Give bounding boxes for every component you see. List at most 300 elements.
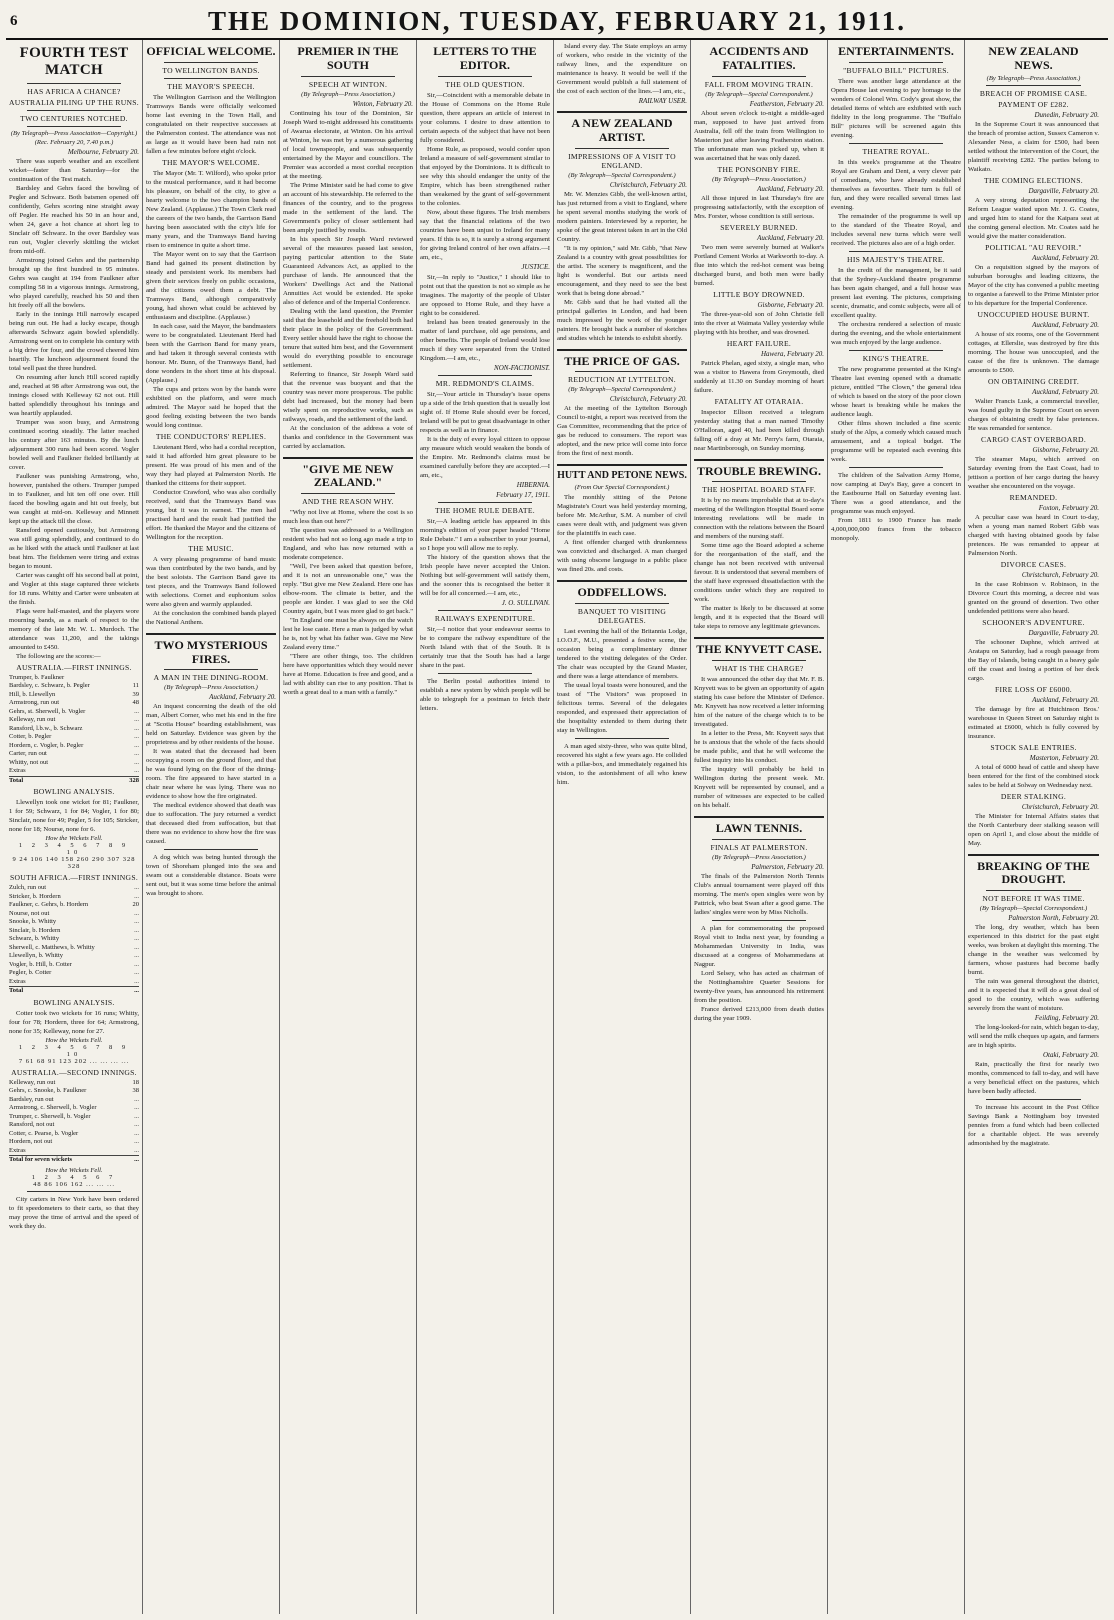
dateline: Auckland, February 20. <box>1032 320 1099 329</box>
paragraph: Flags were half-masted, and the players wore mourning bands, as a mark of respect to the memory of the late Mr. W. L. Murdoch. The attendance was 11,200, and the takings amounted to £450. <box>9 607 139 651</box>
bowling-analysis: Llewellyn took one wicket for 81; Faulkner, 1 for 59; Schwarz, 1 for 84; Vogler, 1 for 80; Sinclair, none for 49; Pegler, 5 for 105; Stricker, none for 18; Nourse, none for 6. <box>9 799 139 833</box>
score-total <box>9 987 139 996</box>
score-row <box>9 1079 139 1088</box>
subhead: KING'S THEATRE. <box>862 353 930 363</box>
paragraph: At the conclusion the combined bands played the National Anthem. <box>146 609 276 626</box>
subhead: WHAT IS THE CHARGE? <box>714 664 804 674</box>
subhead: THE CONDUCTORS' REPLIES. <box>155 431 267 441</box>
paragraph: There was superb weather and an excellent wicket—faster than Saturday—for the continuation of the Test match. <box>9 157 139 183</box>
fall-of-wickets <box>9 835 139 870</box>
headline-accidents: ACCIDENTS AND FATALITIES. <box>709 44 809 72</box>
score-row <box>9 1121 139 1130</box>
subhead: TWO CENTURIES NOTCHED. <box>20 113 128 123</box>
batsman: Whitty, not out <box>9 758 49 766</box>
fall-numbers: 1 2 3 4 5 6 7 8 9 10 <box>18 842 130 856</box>
story-nz-news <box>968 45 1099 848</box>
paragraph: Mr. Gibb said that he had visited all the principal galleries in London, and had been much impressed by the work of the younger painters. He brought back a number of sketches and studies which he intends to exhibit shortly. <box>557 298 687 342</box>
subhead: THE MAYOR'S WELCOME. <box>162 157 260 167</box>
paragraph: The Minister for Internal Affairs states that the North Canterbury deer stalking season will open on April 1, and close about the middle of May. <box>968 812 1099 847</box>
score-row <box>9 1147 139 1156</box>
runs: ... <box>134 1138 139 1145</box>
paragraph: In this week's programme at the Theatre Royal are Graham and Dent, a very clever pair of comedians, who have already established themselves as favourites. Their turn is full of fun, and they were recalled several times last evening. <box>831 158 961 211</box>
paragraph: It was stated that the deceased had been occupying a room on the ground floor, and that he was found lying on the floor of the dining-room. The fire appeared to have started in a chair near where he was lying. There was no evidence to show how the fire originated. <box>146 748 276 801</box>
subhead: HIS MAJESTY'S THEATRE. <box>847 254 945 264</box>
credit-line: (By Telegraph—Press Association—Copyright.) <box>10 129 138 137</box>
dateline: Otaki, February 20. <box>1043 1051 1099 1060</box>
runs: ... <box>134 767 139 774</box>
paragraph: Lieutenant Herd, who had a cordial reception, said it had afforded him great pleasure to be present. He was proud of his men and of the way they had played at Palmerston North. He thanked the citizens for their support. <box>146 443 276 487</box>
paragraph: Dealing with the land question, the Premier said that the leasehold and the freehold both had their place in the policy of the Government. Every settler should have the right to choose the tenure that suited him best, and the Government would do everything possible to encourage settlement. <box>283 307 413 369</box>
dateline: Auckland, February 20. <box>1032 387 1099 396</box>
headline-letters: LETTERS TO THE EDITOR. <box>433 44 537 72</box>
signature: JUSTICE. <box>521 262 550 271</box>
dateline: Featherston, February 20. <box>749 99 824 108</box>
paragraph: Other films shown included a fine scenic study of the Alps, a comedy which caused much amusement, and a topical budget. The programme will be repeated each evening this week. <box>831 419 961 463</box>
headline-test-match: FOURTH TEST MATCH <box>19 45 129 79</box>
paragraph: A dog which was being hunted through the town of Shoreham plunged into the sea and swam out a considerable distance. Boats were sent out, but it was some time before the animal was brought to shore. <box>146 854 276 898</box>
runs: ... <box>134 935 139 942</box>
scorecard-australia-first <box>9 674 139 786</box>
dateline: February 17, 1911. <box>496 490 550 499</box>
score-row <box>9 716 139 725</box>
credit-line: (By Telegraph—Special Correspondent.) <box>568 171 676 179</box>
score-row <box>9 969 139 978</box>
batsman: Trumper, c. Sherwell, b. Vogler <box>9 1112 91 1120</box>
batsman: Kelleway, run out <box>9 1078 56 1086</box>
score-row <box>9 767 139 776</box>
batsman: Zulch, run out <box>9 884 47 891</box>
headline-oddfellows: ODDFELLOWS. <box>577 584 667 599</box>
runs: ... <box>134 716 139 723</box>
dateline: Christchurch, February 20. <box>609 180 687 189</box>
subhead: FIRE LOSS OF £6000. <box>994 684 1072 694</box>
runs: 18 <box>132 1078 139 1086</box>
credit-line: (By Telegraph—Special Correspondent.) <box>979 905 1088 913</box>
score-row <box>9 742 139 751</box>
paragraph: It was announced the other day that Mr. F. B. Knyvett was to be given an opportunity of again stating his case before the Minister of Defence. Mr. Knyvett has now received a letter informing him of the nature of the charge which is to be investigated. <box>694 676 824 729</box>
batsman: Armstrong, c. Sherwell, b. Vogler <box>9 1104 97 1111</box>
dateline: Auckland, February 20. <box>757 233 824 242</box>
paragraph: The remainder of the programme is well up to the standard of the Theatre Royal, and includes several new turns which were well received. The pictures also are of a high order. <box>831 212 961 247</box>
headline-hutt-petone: HUTT AND PETONE NEWS. <box>557 470 687 482</box>
score-row <box>9 918 139 927</box>
scorecard-title: AUSTRALIA.—SECOND INNINGS. <box>11 1067 137 1077</box>
story-oddfellows <box>557 586 687 787</box>
batsman: Bardsley, c. Schwarz, b. Pegler <box>9 682 90 689</box>
runs: 39 <box>132 690 139 698</box>
headline-trouble-brewing: TROUBLE BREWING. <box>696 463 822 478</box>
column-5 <box>554 40 691 1614</box>
story-premier-south <box>283 45 413 451</box>
story-lawn-tennis <box>694 822 824 1023</box>
paragraph: The Prime Minister said he had come to give an account of his stewardship. He referred to the finances of the country, and to the progress made in the settlement of the land. The Government's policy of closer settlement had been amply justified by results. <box>283 181 413 234</box>
runs: ... <box>134 1104 139 1111</box>
total-value: ... <box>130 1156 139 1165</box>
total-label: Total <box>9 776 125 785</box>
column-6 <box>691 40 828 1614</box>
batsman: Llewellyn, b. Whitty <box>9 952 64 959</box>
column-1 <box>6 40 143 1614</box>
score-row <box>9 961 139 970</box>
batsman: Ransford, l.b.w., b. Schwarz <box>9 724 83 732</box>
runs: 11 <box>132 682 139 689</box>
subhead: DIVORCE CASES. <box>1000 559 1067 569</box>
subhead: TO WELLINGTON BANDS. <box>162 65 260 75</box>
bowling-analysis: Cotter took two wickets for 16 runs; Whitty, four for 78; Hordern, three for 64; Armstrong, none for 35; Kelleway, none for 27. <box>9 1009 139 1035</box>
runs: ... <box>134 918 139 925</box>
headline-entertainments: ENTERTAINMENTS. <box>838 44 954 58</box>
subhead: IMPRESSIONS OF A VISIT TO ENGLAND. <box>568 151 676 170</box>
fall-values: 7 61 68 91 123 202 ... ... ... ... <box>18 1057 130 1065</box>
dateline: Gisborne, February 20. <box>757 300 824 309</box>
subhead: CARGO CAST OVERBOARD. <box>980 434 1087 444</box>
paragraph: The cups and prizes won by the bands were exhibited on the platform, and were much admired. The Mayor said he hoped that the good feeling existing between the two bands would long continue. <box>146 385 276 429</box>
paragraph: Two men were severely burned at Walker's Portland Cement Works at Warkworth to-day. A flue into which the red-hot cement was being discharged burst, and both men were badly burned. <box>694 243 824 287</box>
dateline: Auckland, February 20. <box>209 693 276 702</box>
paragraph: All those injured in last Thursday's fire are progressing satisfactorily, with the exception of Mrs. Forster, whose condition is still serious. <box>694 194 824 220</box>
paragraph: Faulkner was punishing Armstrong, who, however, punished the others. Trumper jumped in to Faulkner, and hit ten off one over. Hill faced the bowling again and hit out freely, but was caught at mid-on. Kelleway and Minnett kept up the attack till the close. <box>9 472 139 525</box>
subhead: THE MAYOR'S SPEECH. <box>167 81 255 91</box>
score-row <box>9 674 139 683</box>
credit-line: (By Telegraph—Special Correspondent.) <box>568 386 676 394</box>
score-total <box>9 1156 139 1165</box>
page-number: 6 <box>10 12 18 29</box>
runs: ... <box>134 943 139 951</box>
paragraph: Some time ago the Board adopted a scheme for the reorganisation of the staff, and the change has not been received with universal favour. It is understood that several members of the staff have expressed dissatisfaction with the conditions under which they are required to work. <box>694 542 824 604</box>
signature: J. O. SULLIVAN. <box>501 598 550 607</box>
paragraph: Bardsley and Gehrs faced the bowling of Pegler and Schwarz. Both batsmen opened off confidently, Gehrs scoring nine straight away off Pegler. He reached his 50 in an hour and, when 24, gave a hot chance at short leg to Sinclair off Schwarz. In the over Bardsley was run out, Vogler cleverly skittling the wicket from mid-off. <box>9 184 139 255</box>
batsman: Extras <box>9 767 26 774</box>
story-accidents <box>694 45 824 453</box>
batsman: Gehrs, c. Snooke, b. Faulkner <box>9 1087 87 1094</box>
runs: ... <box>134 884 139 891</box>
story-price-of-gas <box>557 355 687 459</box>
runs: ... <box>134 1121 139 1128</box>
bowling-title: BOWLING ANALYSIS. <box>33 997 115 1007</box>
paragraph: Early in the innings Hill narrowly escaped being run out. He had a lucky escape, though afterwards Schwarz again bowled splendidly. Armstrong went on to complete his century with a big drive for four, and the crowd cheered him heartily. The luncheon adjournment found the total well past the three hundred. <box>9 310 139 372</box>
column-7 <box>828 40 965 1614</box>
paragraph: An inquest concerning the death of the old man, Albert Corner, who met his end in the fire at "Scotia House" boarding establishment, was held on Saturday. Evidence was given by the proprietress and by other residents of the house. <box>146 703 276 747</box>
batsman: Faulkner, c. Gehrs, b. Hordern <box>9 901 89 908</box>
score-total <box>9 776 139 785</box>
paragraph: Armstrong joined Gehrs and the partnership brought up the first hundred in 95 minutes. Gehrs was caught at 194 from Faulkner after compiling 58 in a vigorous innings. Armstrong, who played carefully, reached his 50 and then hit freely off all the bowlers. <box>9 256 139 309</box>
paragraph: Sir,—In reply to "Justice," I should like to point out that the question is not so simple as he imagines. The majority of the people of Ulster are opposed to Home Rule, and they have a right to be considered. <box>420 273 550 317</box>
batsman: Sinclair, b. Hordern <box>9 926 61 934</box>
story-give-me-nz <box>283 463 413 698</box>
score-row <box>9 910 139 919</box>
paragraph: Conductor Crawford, who was also cordially received, said that the Tramways Band was young, but it was in earnest. The men had practised hard and the result had justified the effort. He thanked the Mayor and the citizens of Wellington for the reception. <box>146 488 276 541</box>
paragraph: The inquiry will probably be held in Wellington during the present week. Mr. Knyvett will be represented by counsel, and a number of witnesses are expected to be called on his behalf. <box>694 766 824 810</box>
column-2 <box>143 40 280 1614</box>
batsman: Sherwell, c. Matthews, b. Whitty <box>9 943 95 951</box>
subhead: REDUCTION AT LYTTELTON. <box>568 375 676 385</box>
dateline: Feilding, February 20. <box>1034 1014 1099 1023</box>
score-row <box>9 1113 139 1122</box>
score-row <box>9 699 139 708</box>
score-row <box>9 725 139 734</box>
total-value: 328 <box>125 776 139 785</box>
story-nz-artist <box>557 117 687 343</box>
paragraph: "It is my opinion," said Mr. Gibb, "that New Zealand is a country with great possibilities for the artist. The scenery is magnificent, and the light is wonderful. But our artists need encouragement, and they need to see the best work that is being done abroad." <box>557 244 687 297</box>
dateline: Dunedin, February 20. <box>1034 110 1099 119</box>
batsman: Nourse, not out <box>9 909 50 917</box>
runs: 48 <box>132 699 139 706</box>
paragraph: Mr. W. Menzies Gibb, the well-known artist, has just returned from a visit to England, where he spent several months studying the work of modern painters. Interviewed by a reporter, he spoke of the great interest taken in art in the Old Country. <box>557 190 687 243</box>
runs: ... <box>134 1112 139 1120</box>
story-test-match <box>9 45 139 1231</box>
paragraph: The usual loyal toasts were honoured, and the toast of "The Visitors" was proposed in felicitous terms. Several of the delegates responded, and expressed their appreciation of the hospitality extended to them during their stay in Wellington. <box>557 681 687 734</box>
runs: ... <box>134 969 139 976</box>
runs: ... <box>134 960 139 968</box>
paragraph: A total of 6000 head of cattle and sheep have been entered for the first of the combined stock sales to be held at Solway on Wednesday next. <box>968 763 1099 789</box>
subhead: AND THE REASON WHY. <box>302 497 394 507</box>
credit-line: (Rec. February 20, 7.40 p.m.) <box>34 138 114 146</box>
paragraph: The Wellington Garrison and the Wellington Tramways Bands were officially welcomed home last evening in the Town Hall, and congratulated on their respective successes at the Palmerston contest. The attendance was not as large as it would have been had rain not fallen a few minutes before eight o'clock. <box>146 93 276 155</box>
dateline: Melbourne, February 20. <box>67 147 139 156</box>
runs: ... <box>134 952 139 959</box>
score-row <box>9 1130 139 1139</box>
scorecard-title: AUSTRALIA.—FIRST INNINGS. <box>16 662 132 672</box>
paragraph: The finals of the Palmerston North Tennis Club's annual tournament were played off this morning. The men's open singles were won by Pattrick, who beat Swan after a good game. The ladies' singles were won by Miss Nicholls. <box>694 872 824 916</box>
paragraph: A man aged sixty-three, who was quite blind, recovered his sight a few years ago. He collided with a pillar-box, and immediately regained his vision, to the astonishment of all who knew him. <box>557 742 687 786</box>
paragraph: The Mayor (Mr. T. Wilford), who spoke prior to the musical performance, said it had become his pleasure, on behalf of the city, to give a hearty welcome to the two champion bands of New Zealand. (Applause.) The Town Clerk read the careers of the two bands, the Garrison Band having been associated with the city's life for many years, and the Tramways Band having risen to eminence in quite a short time. <box>146 169 276 249</box>
paragraph: Ransford opened cautiously, but Armstrong was still going splendidly, and continued to do as he liked with the attack until Faulkner at last beat him. The fieldsmen were tiring and extras began to mount. <box>9 526 139 570</box>
paragraph: There was another large attendance at the Opera House last evening to pay homage to the wonders of Colonel Wm. Cody's great show, the detailed items of which are exhibited with such fidelity in the long programme. The "Buffalo Bill" pictures will be screened again this evening. <box>831 77 961 139</box>
paragraph: In the case Robinson v. Robinson, in the Divorce Court this morning, a decree nisi was granted on the ground of desertion. Two other undefended petitions were also heard. <box>968 580 1099 615</box>
subhead: REMANDED. <box>1009 492 1058 502</box>
score-row <box>9 978 139 987</box>
story-hutt-petone <box>557 470 687 574</box>
dateline: Gisborne, February 20. <box>1032 445 1099 454</box>
paragraph: The medical evidence showed that death was due to suffocation. The jury returned a verdict that deceased died from suffocation, but that there was no evidence to show how the fire was caused. <box>146 802 276 846</box>
paragraph: In a letter to the Press, Mr. Knyvett says that he is anxious that the whole of the facts should be made public, and that he will welcome the fullest inquiry into his conduct. <box>694 730 824 765</box>
runs: ... <box>134 1129 139 1137</box>
paragraph: From 1811 to 1900 France has made 4,000,000,000 francs from the tobacco monopoly. <box>831 516 961 542</box>
headline-drought: BREAKING OF THE DROUGHT. <box>977 858 1090 887</box>
paragraph: Now, about these figures. The Irish members say that the financial relations of the two countries have been unjust to Ireland for many years. If this is so, it is surely a strong argument for giving Ireland control of her own affairs.—I am, etc., <box>420 208 550 261</box>
score-row <box>9 691 139 700</box>
signature: NON-FACTIONIST. <box>494 363 550 372</box>
headline-nz-artist: A NEW ZEALAND ARTIST. <box>571 116 673 144</box>
paragraph: The rain was general throughout the district, and it is expected that it will do a great deal of good to the country, which was suffering severely from the want of moisture. <box>968 978 1099 1013</box>
paragraph: Sir,—A leading article has appeared in this morning's edition of your paper headed "Home Rule Debate." I am a subscriber to your journal, so I hope you will allow me to reply. <box>420 517 550 552</box>
paragraph: A very pleasing programme of band music was then contributed by the two bands, and by the best soloists. The Garrison Band gave its test pieces, and the Tramways Band followed with selections. Cornet and euphonium solos were also given and warmly applauded. <box>146 555 276 608</box>
subhead: BANQUET TO VISITING DELEGATES. <box>577 606 667 625</box>
runs: ... <box>134 733 139 740</box>
headline-official-welcome: OFFICIAL WELCOME. <box>146 44 276 58</box>
subhead: STOCK SALE ENTRIES. <box>990 742 1077 752</box>
scorecard-south-africa-first <box>9 884 139 996</box>
story-trouble-brewing <box>694 465 824 632</box>
fall-numbers: 1 2 3 4 5 6 7 <box>31 1173 117 1181</box>
subhead: SPEECH AT WINTON. <box>308 79 388 89</box>
batsman: Carter, run out <box>9 750 47 757</box>
runs: ... <box>134 1095 139 1103</box>
fall-title: How the Wickets Fell. <box>45 1036 103 1044</box>
score-row <box>9 1104 139 1113</box>
paragraph: At the meeting of the Lyttelton Borough Council to-night, a report was received from the Gas Committee, recommending that the price of gas be reduced to consumers. The report was adopted, and the new price will come into force from the first of next month. <box>557 405 687 458</box>
runs: 20 <box>132 901 139 908</box>
paragraph: The Mayor went on to say that the Garrison Band had gained its present distinction by steady and persistent work. Its members had given their services freely on public occasions, and the citizens owed them a debt. The Tramways Band, although comparatively young, had shown what could be achieved by enthusiasm and discipline. (Applause.) <box>146 250 276 321</box>
headline-mysterious-fires: TWO MYSTERIOUS FIRES. <box>154 637 268 666</box>
subhead: UNOCCUPIED HOUSE BURNT. <box>977 309 1090 319</box>
total-label: Total for seven wickets <box>9 1156 130 1165</box>
batsman: Hordern, c. Vogler, b. Pegler <box>9 741 84 749</box>
batsman: Bardsley, run out <box>9 1095 54 1103</box>
paragraph: Lord Selsey, who has acted as chairman of the Nottinghamshire Quarter Sessions for twenty-five years, has announced his retirement from the position. <box>694 969 824 1004</box>
batsman: Kelleway, run out <box>9 716 56 723</box>
paragraph: On resuming after lunch Hill scored rapidly and, reached at 98 after Armstrong was out, the innings closed with Kelleway 62 not out. Hill batted splendidly throughout his innings and was heartily applauded. <box>9 373 139 417</box>
batsman: Cotter, b. Pegler <box>9 733 52 740</box>
score-row <box>9 759 139 768</box>
paragraph: The Berlin postal authorities intend to establish a new system by which people will be able to telegraph for a postman to fetch their letters. <box>420 677 550 712</box>
fall-title: How the Wickets Fell. <box>45 835 103 842</box>
dateline: Winton, February 20. <box>352 99 413 108</box>
story-drought <box>968 860 1099 1149</box>
column-3 <box>280 40 417 1614</box>
paragraph: Patrick Phelan, aged sixty, a single man, who was a visitor to Hawera from Greymouth, died suddenly at 11.30 on Sunday morning of heart failure. <box>694 359 824 394</box>
subhead: POLITICAL "AU REVOIR." <box>985 242 1082 252</box>
bowling-title: BOWLING ANALYSIS. <box>33 787 115 796</box>
dateline: Masterton, February 20. <box>1029 753 1099 762</box>
total-label: Total <box>9 987 130 996</box>
runs: ... <box>134 741 139 749</box>
batsman: Vogler, b. Hill, b. Cotter <box>9 960 72 968</box>
batsman: Hordern, not out <box>9 1138 53 1145</box>
paragraph: The three-year-old son of John Christie fell into the river at Waimata Valley yesterday while playing with his brother, and was drowned. <box>694 310 824 336</box>
paragraph: In each case, said the Mayor, the bandmasters were to be congratulated. Lieutenant Herd had been with the Garrison Band for many years, and had taken it through several contests with honour. Mr. Bunn, of the Tramways Band, had done wonders in the short time at his disposal. (Applause.) <box>146 322 276 384</box>
signature: RAILWAY USER. <box>638 97 687 105</box>
dateline: Dargaville, February 20. <box>1028 628 1099 637</box>
score-row <box>9 682 139 691</box>
subhead: BREACH OF PROMISE CASE. <box>979 88 1088 98</box>
subhead: THE COMING ELECTIONS. <box>984 175 1083 185</box>
paragraph: A house of six rooms, one of the Government cottages, at Ellerslie, was destroyed by fire this morning. The house was unoccupied, and the cause of the fire is unknown. The damage amounts to £500. <box>968 330 1099 374</box>
runs: ... <box>134 892 139 900</box>
batsman: Hill, b. Llewellyn <box>9 690 56 698</box>
paragraph: Rain, practically the first for nearly two months, commenced to fall to-day, and will have a very beneficial effect on the pastures, which have been badly affected. <box>968 1061 1099 1096</box>
score-row <box>9 901 139 910</box>
paragraph: Last evening the hall of the Britannia Lodge, I.O.O.F., M.U., presented a festive scene, the occasion being a complimentary dinner tendered to the visiting delegates of the Order. The chair was occupied by the Grand Master, and there was a large attendance of members. <box>557 627 687 680</box>
score-row <box>9 1096 139 1105</box>
story-mysterious-fires <box>146 639 276 899</box>
paragraph: About seven o'clock to-night a middle-aged man, supposed to have just arrived from Australia, fell off the train from Wellington to Masterton just after leaving Featherston station. The unfortunate man was picked up, when it was ascertained that he was only dazed. <box>694 109 824 162</box>
runs: ... <box>134 909 139 917</box>
paragraph: "In England one must be always on the watch lest he lose caste. Here a man is judged by what he is, not by what his father was. Give me New Zealand every time." <box>283 617 413 652</box>
paragraph: The monthly sitting of the Petone Magistrate's Court was held yesterday morning, before Mr. McArthur, S.M. A number of civil cases were dealt with, and judgment was given for the plaintiffs in each case. <box>557 493 687 537</box>
paragraph: The new programme presented at the King's Theatre last evening opened with a dramatic picture, entitled "The Clown," the general idea of which is based on the story of the poor clown whose heart is breaking while he makes the audience laugh. <box>831 365 961 418</box>
paragraph: "Well, I've been asked that question before, and it is not an unreasonable one," was the reply. "But give me New Zealand. Here one has elbow-room. The climate is better, and the people are kinder. I was glad to see the Old Country again, but I was more glad to get back." <box>283 563 413 616</box>
paragraph: The children of the Salvation Army Home, now camping at Day's Bay, gave a concert in the Eastbourne Hall on Saturday evening last. There was a good attendance, and the programme was much enjoyed. <box>831 471 961 515</box>
paragraph: Referring to finance, Sir Joseph Ward said that the revenue was buoyant and that the country was never more prosperous. The public debt had increased, but the money had been wisely spent on reproductive works, such as railways, roads, and the settlement of the land. <box>283 370 413 423</box>
credit-line: (By Telegraph—Press Association.) <box>712 175 806 183</box>
paragraph: France derived £213,000 from death duties during the year 1909. <box>694 1005 824 1022</box>
headline-give-me-nz: "GIVE ME NEW ZEALAND." <box>302 461 394 490</box>
runs: ... <box>134 724 139 732</box>
subhead: "BUFFALO BILL" PICTURES. <box>843 65 949 75</box>
runs <box>125 674 139 683</box>
batsman: Ransford, not out <box>9 1121 55 1128</box>
fall-of-wickets <box>9 1037 139 1065</box>
score-row <box>9 944 139 953</box>
paragraph: "Why not live at Home, where the cost is so much less than out here?" <box>283 509 413 526</box>
subhead: NOT BEFORE IT WAS TIME. <box>982 894 1085 904</box>
subhead: HEART FAILURE. <box>726 338 792 348</box>
credit-line: (By Telegraph—Press Association.) <box>164 684 258 692</box>
dateline: Foxton, February 20. <box>1038 503 1099 512</box>
subhead: LITTLE BOY DROWNED. <box>713 289 805 299</box>
subhead: THE OLD QUESTION. <box>445 79 525 89</box>
story-official-welcome <box>146 45 276 627</box>
dateline: Auckland, February 20. <box>1032 695 1099 704</box>
headline-price-of-gas: THE PRICE OF GAS. <box>564 353 680 368</box>
subhead: SCHOONER'S ADVENTURE. <box>982 617 1085 627</box>
columns <box>6 40 1108 1614</box>
subhead: PAYMENT OF £282. <box>998 99 1069 109</box>
score-row <box>9 884 139 893</box>
credit-line: (By Telegraph—Press Association.) <box>712 853 806 861</box>
subhead: HAS AFRICA A CHANCE? <box>27 86 121 96</box>
total-value: ... <box>130 987 139 996</box>
batsman: Schwarz, b. Whitty <box>9 935 60 942</box>
runs: ... <box>134 758 139 766</box>
dateline: Christchurch, February 20. <box>609 395 687 404</box>
score-row <box>9 708 139 717</box>
paragraph: In his speech Sir Joseph Ward reviewed several of the measures passed last session, paying particular attention to the State Guaranteed Advances Act, as applied to the purchase of lands. He announced that the Workers' Dwellings Act and the National Annuities Act would be extended. He spoke also of defence and of the Imperial Conference. <box>283 235 413 306</box>
score-row <box>9 1138 139 1147</box>
score-row <box>9 750 139 759</box>
subhead: FINALS AT PALMERSTON. <box>710 842 808 852</box>
paragraph: Inspector Ellison received a telegram yesterday stating that a man named Timothy O'Halloran, aged 40, had been killed through falling off a dray at Mr. Perry's farm, Otaraia, near Martinborough, on Sunday morning. <box>694 408 824 452</box>
batsman: Snooke, b. Whitty <box>9 918 57 925</box>
paragraph: In the credit of the management, be it said that the Sydney-Auckland theatre programme has been again changed, and a full house was present last evening. The pictures, comprising scenic, dramatic, and comic subjects, were all of excellent quality. <box>831 266 961 319</box>
runs: ... <box>134 707 139 715</box>
column-4 <box>417 40 554 1614</box>
runs: ... <box>134 750 139 757</box>
score-row <box>9 935 139 944</box>
newspaper-title: THE DOMINION, TUESDAY, FEBRUARY 21, 1911. <box>208 5 906 36</box>
fall-values: 9 24 106 140 158 260 290 307 328 328 <box>12 856 136 870</box>
subhead: ON OBTAINING CREDIT. <box>987 376 1080 386</box>
paragraph: A plan for commemorating the proposed Royal visit to India next year, by founding a Mohammedan University in India, was discussed at a congress of Mohammedans at Nagpur. <box>694 924 824 968</box>
paragraph: Carter was caught off his second ball at point, and Vogler at this stage captured three wickets for 18 runs. Whitty and Carter were unbeaten at the finish. <box>9 571 139 606</box>
batsman: Stricker, b. Hordern <box>9 892 61 900</box>
paragraph: Walter Francis Lusk, a commercial traveller, was found guilty in the Supreme Court on seven charges of obtaining credit by false pretences. He was remanded for sentence. <box>968 397 1099 432</box>
subhead: FALL FROM MOVING TRAIN. <box>704 79 814 89</box>
paragraph: The long, dry weather, which has been experienced in this district for the past eight weeks, was broken at daylight this morning. The change in the weather was welcomed by farmers, whose pastures had become badly burnt. <box>968 924 1099 977</box>
credit-line: (By Telegraph—Special Correspondent.) <box>705 90 813 98</box>
column-8 <box>965 40 1102 1614</box>
paragraph: It is the duty of every loyal citizen to oppose any measure which would weaken the bonds of the Empire. Mr. Redmond's claims must be examined carefully before they are accepted.—I am, etc., <box>420 435 550 479</box>
paragraph: Island every day. The State employs an army of workers, who reside in the vicinity of the railway lines, and the expenditure on maintenance is heavy. It would be well if the Government would publish a full statement of the cost of each section of the lines.—I am, etc., <box>557 43 687 95</box>
score-row <box>9 733 139 742</box>
batsman: Pegler, b. Cotter <box>9 969 52 976</box>
paragraph: Sir,—Your article in Thursday's issue opens up a side of the Irish question that is usually lost sight of. If Home Rule should ever be forced, Ireland will be put to great disadvantage in other respects as well as in finance. <box>420 390 550 434</box>
paragraph: Sir,—Coincident with a memorable debate in the House of Commons on the Home Rule question, there appears an article of interest in your columns. I desire to draw attention to certain aspects of the subject that have not been fully considered. <box>420 91 550 144</box>
batsman: Extras <box>9 1146 26 1154</box>
paragraph: Sir,—I notice that your endeavour seems to be to compare the railway expenditure of the North Island with that of the South. It is certainly true that the South has had a large share in the past. <box>420 625 550 669</box>
batsman: Trumper, b. Faulkner <box>9 673 65 681</box>
dateline: Palmerston North, February 20. <box>1008 914 1099 923</box>
paragraph: Trumper was soon busy, and Armstrong continued scoring steadily. The latter reached his century after 163 minutes. By the lunch adjournment 300 runs had been scored. Vogler bowled well and Faulkner fielded brilliantly at cover. <box>9 418 139 471</box>
subhead: AUSTRALIA PILING UP THE RUNS. <box>9 97 139 107</box>
paragraph: At the conclusion of the address a vote of thanks and confidence in the Government was carried by acclamation. <box>283 424 413 450</box>
credit-line: (By Telegraph—Press Association.) <box>986 74 1081 82</box>
paragraph: The damage by fire at Hutchinson Bros.' warehouse in Queen Street on Saturday night is estimated at £6000, which is fully covered by insurance. <box>968 705 1099 740</box>
dateline: Auckland, February 20. <box>757 184 824 193</box>
paragraph: Home Rule, as proposed, would confer upon Ireland a measure of self-government similar to that enjoyed by the Dominions. It is difficult to see why this should endanger the unity of the Empire, which has been strengthened rather than weakened by the grant of self-government to the colonies. <box>420 145 550 207</box>
scorecard-australia-second <box>9 1079 139 1165</box>
